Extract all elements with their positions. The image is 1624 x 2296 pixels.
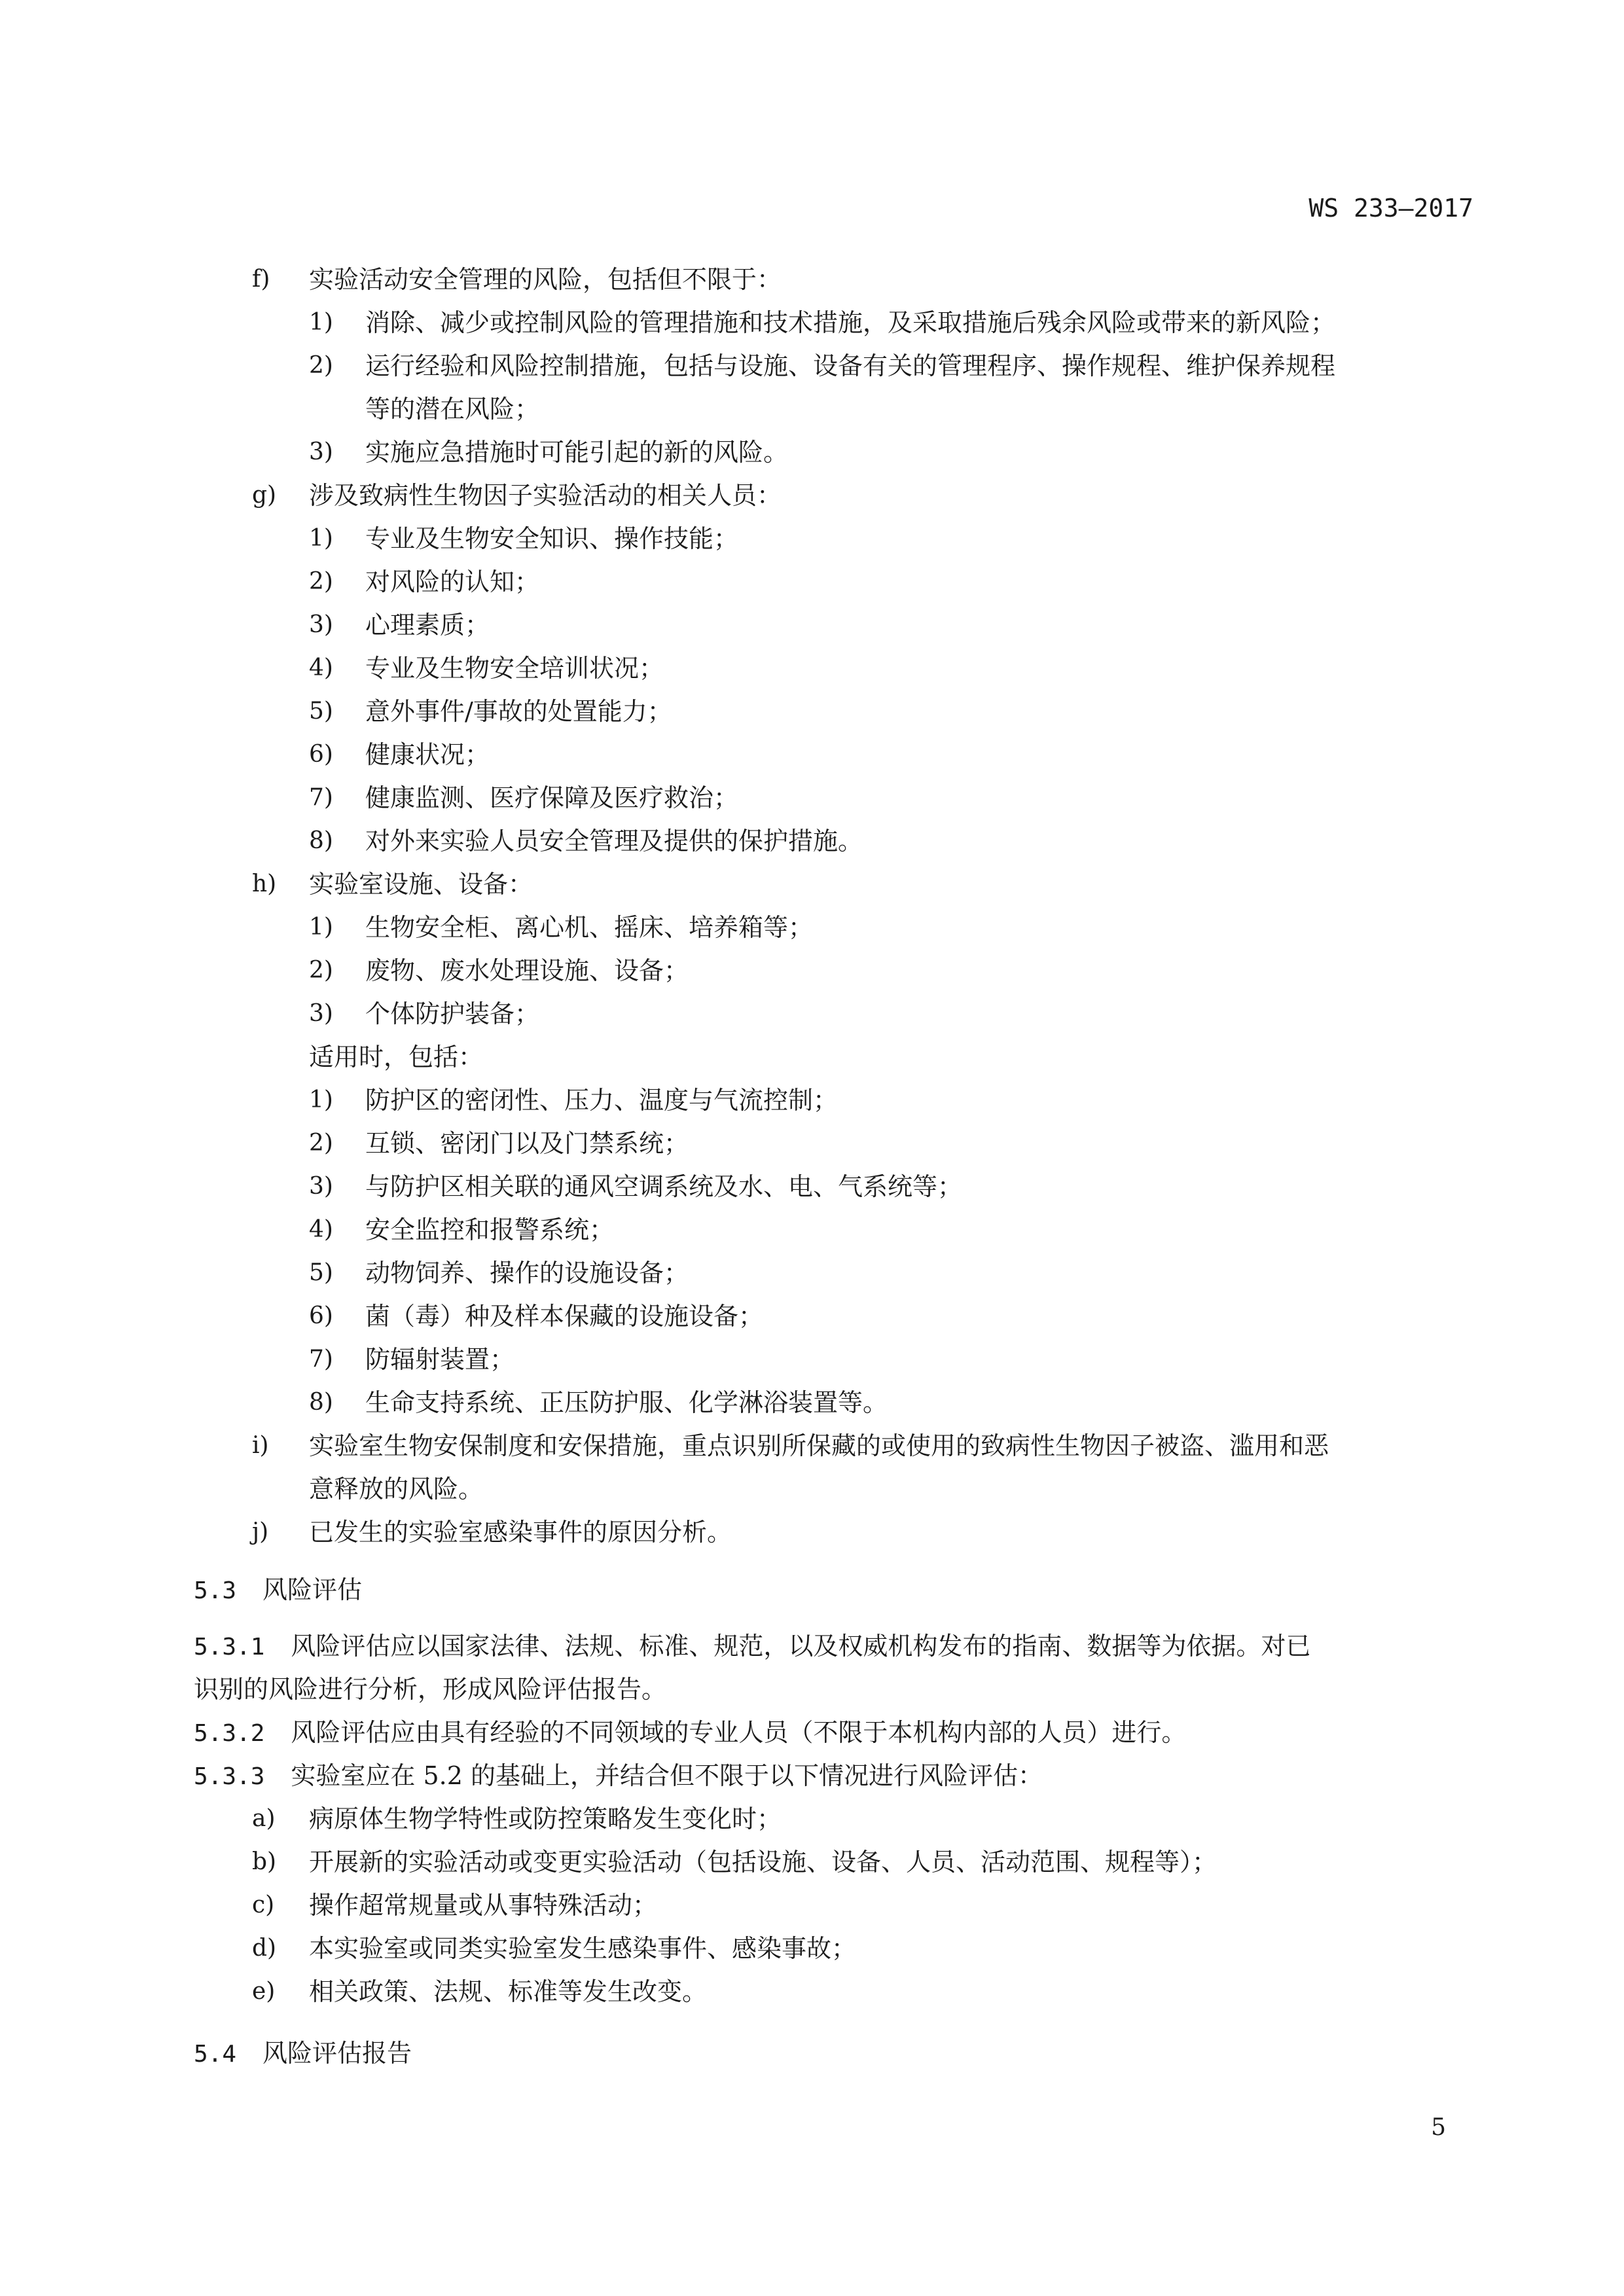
clause-text: 识别的风险进行分析，形成风险评估报告。 <box>194 1675 667 1704</box>
list-marker: 1) <box>309 525 333 552</box>
list-marker: j) <box>252 1518 269 1545</box>
list-marker: 6) <box>309 741 333 768</box>
clause-number: 5.3.2 <box>194 1720 265 1747</box>
clause-text: 风险评估应以国家法律、法规、标准、规范，以及权威机构发布的指南、数据等为依据。对已 <box>291 1632 1311 1660</box>
section-heading <box>194 2037 412 2071</box>
list-marker: i) <box>252 1432 269 1459</box>
list-marker: 2) <box>309 352 333 379</box>
list-marker: 2) <box>309 1130 333 1157</box>
section-heading <box>194 1573 362 1607</box>
section-title: 风险评估报告 <box>262 2039 412 2068</box>
list-marker: g) <box>252 482 277 509</box>
applicable-note: 适用时，包括： <box>309 1043 484 1071</box>
document-code: WS 233—2017 <box>1308 194 1473 223</box>
list-item-text: 对风险的认知； <box>365 567 540 596</box>
list-item-text: 安全监控和报警系统； <box>365 1215 615 1244</box>
clause-number: 5.3.3 <box>194 1763 265 1790</box>
list-item-text: 生命支持系统、正压防护服、化学淋浴装置等。 <box>365 1388 888 1417</box>
list-marker: d) <box>252 1935 277 1962</box>
list-item-text: 操作超常规量或从事特殊活动； <box>309 1891 658 1920</box>
list-marker: c) <box>252 1892 275 1918</box>
clause-paragraph <box>194 1759 1043 1793</box>
list-marker: 4) <box>309 655 333 681</box>
list-item-text: 专业及生物安全知识、操作技能； <box>365 524 739 553</box>
list-marker: 1) <box>309 1086 333 1113</box>
list-item-text: 等的潜在风险； <box>365 395 540 423</box>
section-title: 风险评估 <box>262 1575 363 1604</box>
list-item-text: 已发生的实验室感染事件的原因分析。 <box>309 1518 732 1547</box>
list-item-text: 本实验室或同类实验室发生感染事件、感染事故； <box>309 1934 857 1963</box>
page-number: 5 <box>1431 2114 1446 2141</box>
list-item-text: 实验室设施、设备： <box>309 870 533 899</box>
section-number: 5.3 <box>194 1577 237 1604</box>
list-item-text: 相关政策、法规、标准等发生改变。 <box>309 1977 708 2006</box>
list-item-text: 互锁、密闭门以及门禁系统； <box>365 1129 689 1158</box>
list-item-text: 病原体生物学特性或防控策略发生变化时； <box>309 1804 782 1833</box>
list-marker: e) <box>252 1978 276 2005</box>
list-item-text: 菌（毒）种及样本保藏的设施设备； <box>365 1302 764 1331</box>
list-marker: 7) <box>309 784 333 811</box>
list-item-text: 动物饲养、操作的设施设备； <box>365 1259 689 1287</box>
list-item-text: 实验活动安全管理的风险，包括但不限于： <box>309 265 782 294</box>
list-item-text: 开展新的实验活动或变更实验活动（包括设施、设备、人员、活动范围、规程等）； <box>309 1848 1218 1876</box>
list-item-text: 健康监测、医疗保障及医疗救治； <box>365 783 739 812</box>
clause-paragraph <box>194 1716 1186 1750</box>
list-marker: b) <box>252 1848 277 1875</box>
list-item-text: 废物、废水处理设施、设备； <box>365 956 689 985</box>
clause-text: 风险评估应由具有经验的不同领域的专业人员（不限于本机构内部的人员）进行。 <box>291 1718 1187 1747</box>
list-marker: h) <box>252 870 277 897</box>
list-marker: 1) <box>309 914 333 941</box>
list-item-text: 意外事件/事故的处置能力； <box>365 697 672 726</box>
list-item-text: 专业及生物安全培训状况； <box>365 654 664 683</box>
list-item-text: 涉及致病性生物因子实验活动的相关人员： <box>309 481 782 510</box>
clause-paragraph <box>194 1630 1310 1664</box>
list-item-text: 生物安全柜、离心机、摇床、培养箱等； <box>365 913 814 942</box>
list-item-text: 运行经验和风险控制措施，包括与设施、设备有关的管理程序、操作规程、维护保养规程 <box>365 351 1336 380</box>
list-item-text: 防护区的密闭性、压力、温度与气流控制； <box>365 1086 839 1115</box>
list-item-text: 意释放的风险。 <box>309 1475 484 1503</box>
list-item-text: 健康状况； <box>365 740 490 769</box>
list-item-text: 实验室生物安保制度和安保措施，重点识别所保藏的或使用的致病性生物因子被盗、滥用和恶 <box>309 1431 1329 1460</box>
list-marker: 5) <box>309 698 333 725</box>
list-marker: 6) <box>309 1302 333 1329</box>
list-item-text: 与防护区相关联的通风空调系统及水、电、气系统等； <box>365 1172 963 1201</box>
list-marker: 2) <box>309 957 333 984</box>
list-marker: 8) <box>309 1389 333 1416</box>
clause-text: 实验室应在 5.2 的基础上，并结合但不限于以下情况进行风险评估： <box>291 1761 1043 1790</box>
list-marker: 2) <box>309 568 333 595</box>
list-item-text: 实施应急措施时可能引起的新的风险。 <box>365 438 789 467</box>
list-marker: 5) <box>309 1259 333 1286</box>
section-number: 5.4 <box>194 2041 237 2068</box>
list-marker: 1) <box>309 309 333 336</box>
list-item-text: 心理素质； <box>365 611 490 639</box>
list-marker: a) <box>252 1805 276 1832</box>
list-marker: 3) <box>309 1000 333 1027</box>
list-item-text: 防辐射装置； <box>365 1345 515 1374</box>
list-item-text: 消除、减少或控制风险的管理措施和技术措施，及采取措施后残余风险或带来的新风险； <box>365 308 1336 337</box>
list-item-text: 个体防护装备； <box>365 999 540 1028</box>
list-marker: 3) <box>309 439 333 465</box>
list-marker: 7) <box>309 1346 333 1372</box>
list-marker: 3) <box>309 1173 333 1200</box>
list-item-text: 对外来实验人员安全管理及提供的保护措施。 <box>365 827 863 855</box>
clause-number: 5.3.1 <box>194 1634 265 1660</box>
list-marker: f) <box>252 266 270 293</box>
list-marker: 3) <box>309 611 333 638</box>
list-marker: 4) <box>309 1216 333 1243</box>
list-marker: 8) <box>309 827 333 854</box>
